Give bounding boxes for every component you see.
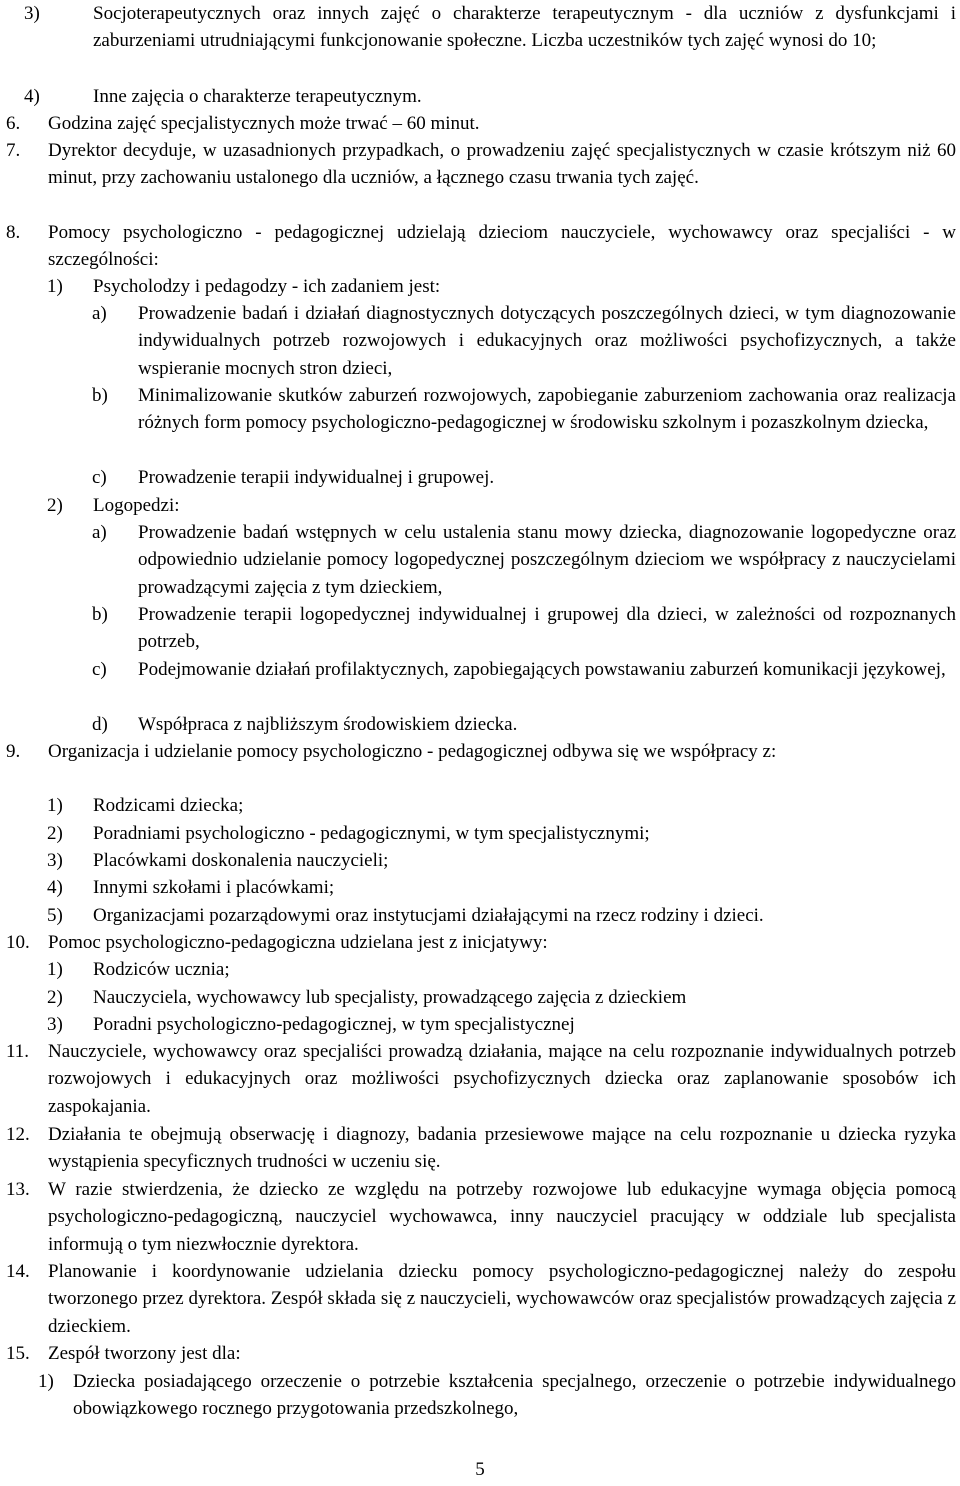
item-number: b)	[92, 385, 108, 406]
item-number: 2)	[47, 987, 63, 1008]
item-text: Nauczyciela, wychowawcy lub specjalisty, prowadzącego zajęcia z dzieckiem	[93, 987, 687, 1008]
list-item	[47, 902, 956, 929]
item-number: 14.	[6, 1261, 30, 1282]
item-text: Podejmowanie działań profilaktycznych, zapobiegających powstawaniu zaburzeń komunikacji językowej,	[138, 659, 946, 680]
item-text: Logopedzi:	[93, 495, 180, 516]
list-item	[6, 1038, 956, 1120]
list-item	[6, 110, 956, 137]
item-text: Psycholodzy i pedagodzy - ich zadaniem jest:	[93, 276, 441, 297]
list-item	[47, 792, 956, 819]
item-text: Inne zajęcia o charakterze terapeutycznym.	[93, 86, 422, 107]
item-number: 10.	[6, 932, 30, 953]
item-number: 4)	[47, 877, 63, 898]
item-number: 2)	[47, 495, 63, 516]
list-item	[6, 1258, 956, 1340]
item-text: Prowadzenie terapii indywidualnej i grupowej.	[138, 467, 495, 488]
list-item	[38, 1368, 956, 1423]
item-number: 3)	[24, 3, 40, 24]
item-number: 13.	[6, 1179, 30, 1200]
item-text: Rodzicami dziecka;	[93, 795, 244, 816]
item-number: 1)	[47, 276, 63, 297]
list-item	[92, 656, 956, 683]
item-text: Dziecka posiadającego orzeczenie o potrzebie kształcenia specjalnego, orzeczenie o potrzebie indywidualnego obowiązkowego rocznego przygotowania przedszkolnego,	[73, 1371, 956, 1420]
list-item	[47, 492, 956, 519]
item-number: 3)	[47, 850, 63, 871]
list-item	[92, 519, 956, 601]
list-item	[47, 874, 956, 901]
item-text: Pomoc psychologiczno-pedagogiczna udzielana jest z inicjatywy:	[48, 932, 548, 953]
list-item	[6, 137, 956, 192]
list-item	[6, 1340, 956, 1367]
list-item	[92, 464, 956, 491]
list-item	[6, 1176, 956, 1258]
item-text: Dyrektor decyduje, w uzasadnionych przypadkach, o prowadzeniu zajęć specjalistycznych w czasie krótszym niż 60 minut, przy zachowaniu ustalonego dla uczniów, a łącznego czasu trwania tych zajęć.	[48, 140, 956, 189]
item-text: Godzina zajęć specjalistycznych może trwać – 60 minut.	[48, 113, 480, 134]
list-item	[6, 1121, 956, 1176]
item-number: 5)	[47, 905, 63, 926]
item-text: Organizacjami pozarządowymi oraz instytucjami działającymi na rzecz rodziny i dzieci.	[93, 905, 764, 926]
item-text: Prowadzenie terapii logopedycznej indywidualnej i grupowej dla dzieci, w zależności od rozpoznanych potrzeb,	[138, 604, 956, 653]
item-number: b)	[92, 604, 108, 625]
item-number: 12.	[6, 1124, 30, 1145]
item-number: c)	[92, 659, 107, 680]
item-number: 2)	[47, 823, 63, 844]
item-text: Rodziców ucznia;	[93, 959, 230, 980]
item-text: Pomocy psychologiczno - pedagogicznej udzielają dzieciom nauczyciele, wychowawcy oraz specjaliści - w szczególności:	[48, 222, 956, 271]
item-text: Poradni psychologiczno-pedagogicznej, w tym specjalistycznej	[93, 1014, 575, 1035]
item-text: Minimalizowanie skutków zaburzeń rozwojowych, zapobieganie zaburzeniom zachowania oraz realizacja różnych form pomocy psychologiczno-pedagogicznej w środowisku szkolnym i pozaszkolnym dziecka,	[138, 385, 956, 434]
item-number: 1)	[47, 795, 63, 816]
list-item	[6, 929, 956, 956]
list-item	[47, 956, 956, 983]
list-item	[47, 1011, 956, 1038]
item-number: a)	[92, 522, 107, 543]
list-item	[47, 820, 956, 847]
list-item	[6, 219, 956, 274]
list-item	[47, 984, 956, 1011]
item-number: 4)	[24, 86, 40, 107]
list-item	[92, 382, 956, 437]
item-number: 11.	[6, 1041, 30, 1062]
item-text: Organizacja i udzielanie pomocy psychologiczno - pedagogicznej odbywa się we współpracy z:	[48, 741, 777, 762]
list-item	[92, 711, 956, 738]
page-number: 5	[475, 1459, 485, 1480]
list-item	[24, 83, 956, 110]
item-number: 7.	[6, 140, 21, 161]
list-item	[47, 273, 956, 300]
item-number: a)	[92, 303, 107, 324]
item-number: 15.	[6, 1343, 30, 1364]
item-text: Poradniami psychologiczno - pedagogicznymi, w tym specjalistycznymi;	[93, 823, 650, 844]
item-number: c)	[92, 467, 107, 488]
item-text: W razie stwierdzenia, że dziecko ze względu na potrzeby rozwojowe lub edukacyjne wymaga objęcia pomocą psychologiczno-pedagogiczną, nauczyciel wychowawca, inny nauczyciel pracujący w oddziale lub specjalista informują o tym niezwłocznie dyrektora.	[48, 1179, 956, 1255]
list-item	[92, 601, 956, 656]
item-text: Socjoterapeutycznych oraz innych zajęć o charakterze terapeutycznym - dla uczniów z dysfunkcjami i zaburzeniami utrudniającymi funkcjonowanie społeczne. Liczba uczestników tych zajęć wynosi do 10;	[93, 3, 956, 52]
item-text: Innymi szkołami i placówkami;	[93, 877, 335, 898]
list-item	[24, 0, 956, 55]
item-number: 1)	[38, 1371, 54, 1392]
item-number: 1)	[47, 959, 63, 980]
item-number: 9.	[6, 741, 21, 762]
item-text: Planowanie i koordynowanie udzielania dziecku pomocy psychologiczno-pedagogicznej należy do zespołu tworzonego przez dyrektora. Zespół składa się z nauczycieli, wychowawców oraz specjalistów prowadzących zajęcia z dzieckiem.	[48, 1261, 956, 1337]
item-text: Prowadzenie badań wstępnych w celu ustalenia stanu mowy dziecka, diagnozowanie logopedyczne oraz odpowiednio udzielanie pomocy logopedycznej poszczególnym dzieciom we współpracy z nauczycielami prowadzącymi zajęcia z tym dzieckiem,	[138, 522, 956, 598]
item-text: Działania te obejmują obserwację i diagnozy, badania przesiewowe mające na celu rozpoznanie u dziecka ryzyka wystąpienia specyficznych trudności w uczeniu się.	[48, 1124, 956, 1173]
list-item	[92, 300, 956, 382]
item-number: d)	[92, 714, 108, 735]
list-item	[47, 847, 956, 874]
item-text: Prowadzenie badań i działań diagnostycznych dotyczących poszczególnych dzieci, w tym diagnozowanie indywidualnych potrzeb rozwojowych i edukacyjnych oraz możliwości psychofizycznych, a także wspieranie mocnych stron dzieci,	[138, 303, 956, 379]
item-number: 3)	[47, 1014, 63, 1035]
item-text: Placówkami doskonalenia nauczycieli;	[93, 850, 389, 871]
item-text: Zespół tworzony jest dla:	[48, 1343, 241, 1364]
list-item	[6, 738, 956, 765]
item-number: 8.	[6, 222, 21, 243]
item-text: Nauczyciele, wychowawcy oraz specjaliści prowadzą działania, mające na celu rozpoznanie indywidualnych potrzeb rozwojowych i edukacyjnych oraz możliwości psychofizycznych dziecka oraz zaplanowanie sposobów ich zaspokajania.	[48, 1041, 956, 1117]
item-text: Współpraca z najbliższym środowiskiem dziecka.	[138, 714, 518, 735]
item-number: 6.	[6, 113, 21, 134]
